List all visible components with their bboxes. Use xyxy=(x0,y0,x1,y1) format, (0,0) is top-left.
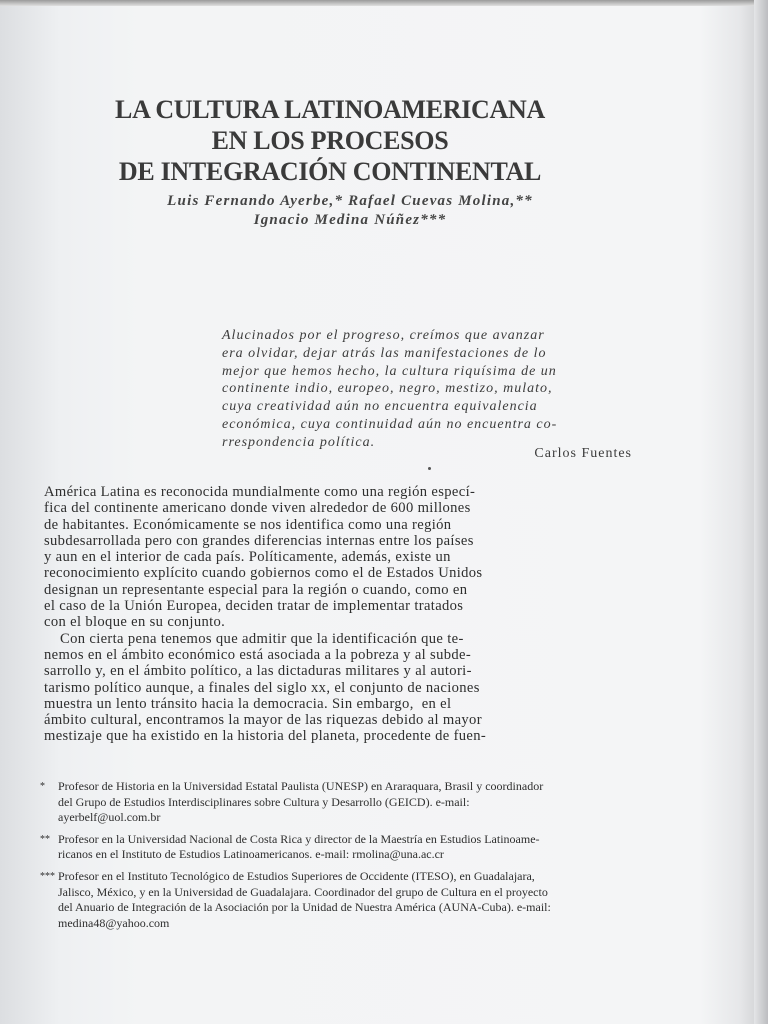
footnote-line: del Anuario de Integración de la Asociación por la Unidad de Nuestra América (AUNA-Cuba). e-mail: xyxy=(58,900,551,915)
body-line: muestra un lento tránsito hacia la democracia. Sin embargo, en el xyxy=(44,695,452,712)
authors-line-2: Ignacio Medina Núñez*** xyxy=(253,212,447,228)
page-right-edge xyxy=(754,0,768,1024)
epigraph-line: económica, cuya continuidad aún no encuentra co- xyxy=(222,416,558,432)
epigraph-author: Carlos Fuentes xyxy=(534,446,632,461)
page-top-edge xyxy=(0,0,768,6)
epigraph-line: cuya creatividad aún no encuentra equivalencia xyxy=(222,399,538,415)
footnote-line: Profesor de Historia en la Universidad Estatal Paulista (UNESP) en Araraquara, Brasil y coordinador xyxy=(58,779,544,793)
body-line: sarrollo y, en el ámbito político, a las dictaduras militares y al autori- xyxy=(44,663,472,680)
title-line-1: LA CULTURA LATINOAMERICANA xyxy=(115,95,545,124)
title-line-2: EN LOS PROCESOS xyxy=(211,126,449,155)
footnote-2 xyxy=(40,832,640,863)
epigraph-line: mejor que hemos hecho, la cultura riquísima de un xyxy=(222,363,557,379)
body-line: nemos en el ámbito económico está asociada a la pobreza y al subde- xyxy=(44,646,472,663)
epigraph-quote xyxy=(222,327,632,452)
footnote-3 xyxy=(40,869,640,931)
footnote-mark: *** xyxy=(40,870,55,882)
body-line: de habitantes. Económicamente se nos identifica como una región xyxy=(44,516,452,533)
footnotes xyxy=(40,779,640,937)
footnote-mark: ** xyxy=(40,833,50,845)
epigraph-line: era olvidar, dejar atrás las manifestaciones de lo xyxy=(222,345,547,361)
body-line: subdesarrollada pero con grandes diferencias internas entre los países xyxy=(44,532,474,549)
footnote-1 xyxy=(40,779,640,826)
footnote-line: Jalisco, México, y en la Universidad de Guadalajara. Coordinador del grupo de Cultura en el proyecto xyxy=(58,884,548,899)
footnote-mark: * xyxy=(40,781,45,792)
footnote-line: del Grupo de Estudios Interdisciplinares sobre Cultura y Desarrollo (GEICD). e-mail: xyxy=(58,794,470,809)
footnote-line: ricanos en el Instituto de Estudios Latinoamericanos. e-mail: rmolina@una.ac.cr xyxy=(58,847,444,862)
footnote-line: Profesor en el Instituto Tecnológico de Estudios Superiores de Occidente (ITESO), en Guadalajara, xyxy=(58,868,535,883)
body-line: América Latina es reconocida mundialmente como una región especí- xyxy=(44,484,476,500)
epigraph-line: continente indio, europeo, negro, mestizo, mulato, xyxy=(222,381,553,397)
body-line: tarismo político aunque, a finales del siglo xx, el conjunto de naciones xyxy=(44,679,480,696)
title-line-3: DE INTEGRACIÓN CONTINENTAL xyxy=(118,157,542,186)
body-line: reconocimiento explícito cuando gobiernos como el de Estados Unidos xyxy=(44,565,483,582)
body-line: el caso de la Unión Europea, deciden tratar de implementar tratados xyxy=(44,598,464,615)
authors-line-1: Luis Fernando Ayerbe,* Rafael Cuevas Molina,** xyxy=(167,193,533,209)
footnote-email: ayerbelf@uol.com.br xyxy=(58,810,161,825)
body-line: designan un representante especial para la región o cuando, como en xyxy=(44,581,468,598)
article-authors xyxy=(90,192,610,230)
article-title xyxy=(0,94,660,187)
body-line: mestizaje que ha existido en la historia del planeta, procedente de fuen- xyxy=(44,728,487,745)
body-line: Con cierta pena tenemos que admitir que la identificación que te- xyxy=(44,630,464,647)
footnote-email: medina48@yahoo.com xyxy=(58,915,170,930)
body-line: fica del continente americano donde viven alrededor de 600 millones xyxy=(44,500,471,517)
body-line: y aun en el interior de cada país. Políticamente, además, existe un xyxy=(44,549,451,566)
footnote-line: Profesor en la Universidad Nacional de Costa Rica y director de la Maestría en Estudios Latinoame- xyxy=(58,831,540,846)
epigraph-line: rrespondencia política. xyxy=(222,434,376,450)
body-line: con el bloque en su conjunto. xyxy=(44,614,226,631)
epigraph-line: Alucinados por el progreso, creímos que avanzar xyxy=(222,328,545,343)
body-line: ámbito cultural, encontramos la mayor de las riquezas debido al mayor xyxy=(44,712,482,729)
scan-speck xyxy=(428,467,431,470)
body-text xyxy=(44,484,634,745)
